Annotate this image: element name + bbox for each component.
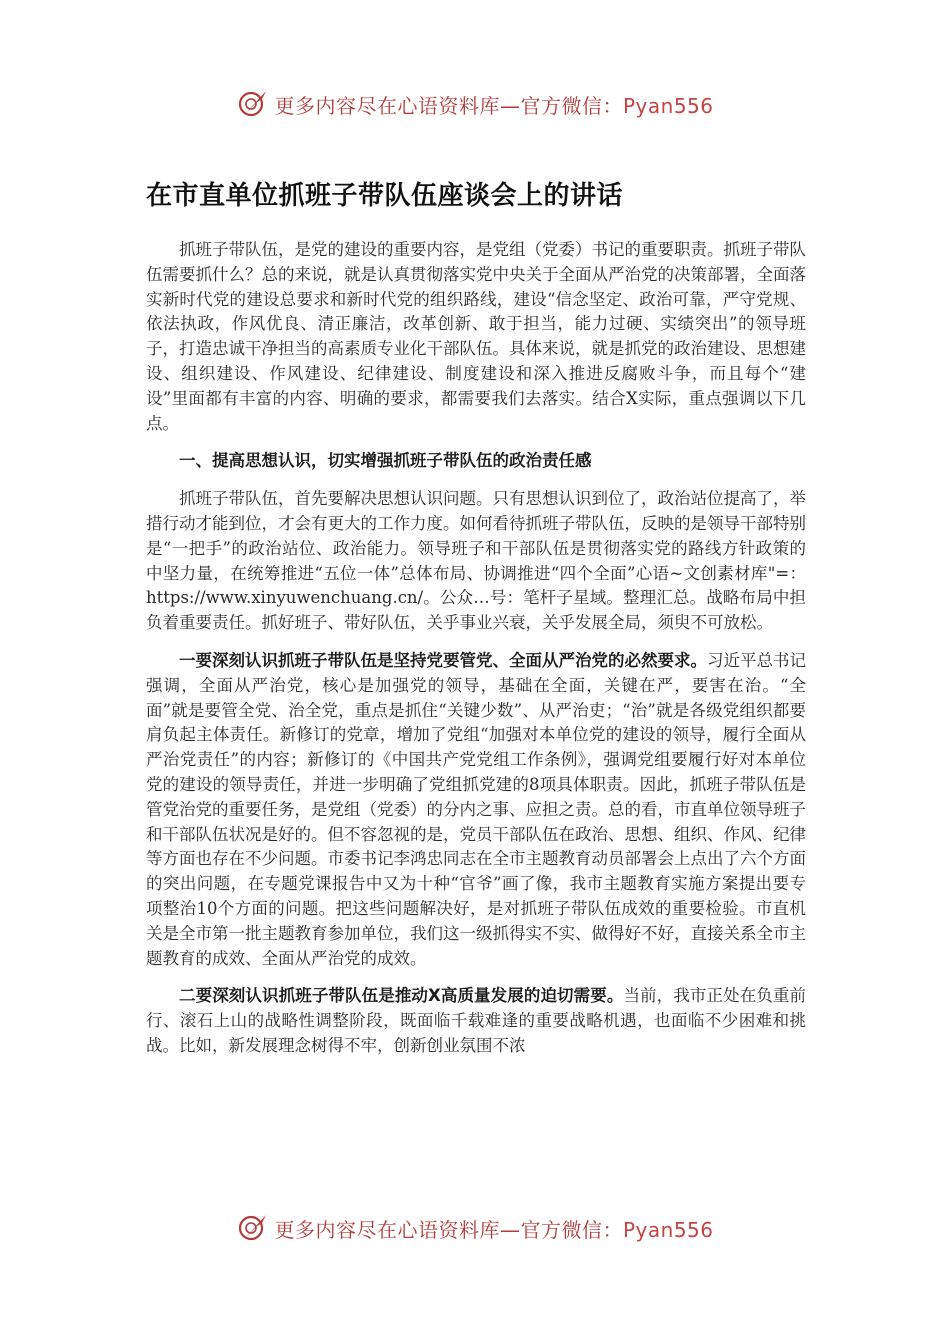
- point-1-lead: 一要深刻认识抓班子带队伍是坚持党要管党、全面从严治党的必然要求。: [179, 650, 707, 670]
- footer-banner: [0, 1208, 950, 1248]
- header-banner: [0, 84, 950, 124]
- quill-logo-icon: [236, 87, 270, 121]
- document-body: [146, 176, 806, 1072]
- document-title: 在市直单位抓班子带队伍座谈会上的讲话: [146, 181, 624, 211]
- point-1-body: 习近平总书记强调，全面从严治党，核心是加强党的领导，基础在全面，关键在严，要害在治。“全面”就是要管全党、治全党，重点是抓住“关键少数”、从严治吏；“治”就是各级党组织都要肩负起主体责任。新修订的党章，增加了党组“加强对本单位党的建设的领导，履行全面从严治党责任”的内容；新修订的《中国共产党党组工作条例》，强调党组要履行好对本单位党的建设的领导责任，并进一步明确了党组抓党建的8项具体职责。因此，抓班子带队伍是管党治党的重要任务，是党组（党委）的分内之事、应担之责。总的看，市直单位领导班子和干部队伍状况是好的。但不容忽视的是，党员干部队伍在政治、思想、组织、作风、纪律等方面也存在不少问题。市委书记李鸿忠同志在全市主题教育动员部署会上点出了六个方面的突出问题，在专题党课报告中又为十种“官爷”画了像，我市主题教育实施方案提出要专项整治10个方面的问题。把这些问题解决好，是对抓班子带队伍成效的重要检验。市直机关是全市第一批主题教育参加单位，我们这一级抓得实不实、做得好不好，直接关系全市主题教育的成效、全面从严治党的成效。: [146, 650, 806, 968]
- paragraph-intro: 抓班子带队伍，是党的建设的重要内容，是党组（党委）书记的重要职责。抓班子带队伍需要抓什么？总的来说，就是认真贯彻落实党中央关于全面从严治党的决策部署，全面落实新时代党的建设总要求和新时代党的组织路线，建设“信念坚定、政治可靠，严守党规、依法执政，作风优良、清正廉洁，改革创新、敢于担当，能力过硬、实绩突出”的领导班子，打造忠诚干净担当的高素质专业化干部队伍。具体来说，就是抓党的政治建设、思想建设、组织建设、作风建设、纪律建设、制度建设和深入推进反腐败斗争，而且每个“建设”里面都有丰富的内容、明确的要求，都需要我们去落实。结合X实际，重点强调以下几点。: [146, 240, 806, 433]
- point-2-lead: 二要深刻认识抓班子带队伍是推动X高质量发展的迫切需要。: [179, 986, 624, 1006]
- paragraph-point-2: [146, 984, 806, 1058]
- point-2-body: 当前，我市正处在负重前行、滚石上山的战略性调整阶段，既面临千载难逢的重要战略机遇，也面临不少困难和挑战。比如，新发展理念树得不牢，创新创业氛围不浓: [146, 986, 807, 1055]
- banner-text: 更多内容尽在心语资料库—官方微信：Pyan556: [274, 93, 714, 118]
- wechat-id: Pyan556: [622, 93, 714, 118]
- wechat-id: Pyan556: [622, 1217, 714, 1242]
- banner-text: 更多内容尽在心语资料库—官方微信：Pyan556: [274, 1217, 714, 1242]
- paragraph-point-1: [146, 649, 806, 971]
- quill-logo-icon: [236, 1211, 270, 1245]
- paragraph-thinking: 抓班子带队伍，首先要解决思想认识问题。只有思想认识到位了，政治站位提高了，举措行动才能到位，才会有更大的工作力度。如何看待抓班子带队伍，反映的是领导干部特别是“一把手”的政治站位、政治能力。领导班子和干部队伍是贯彻落实党的路线方针政策的中坚力量，在统筹推进“五位一体”总体布局、协调推进“四个全面”心语~文创素材库"=：https://www.xinyuwenchuang.cn/。公众…号：笔杆子星域。整理汇总。战略布局中担负着重要责任。抓好班子、带好队伍，关乎事业兴衰，关乎发展全局，须臾不可放松。: [146, 489, 806, 633]
- section-heading-1: 一、提高思想认识，切实增强抓班子带队伍的政治责任感: [179, 451, 592, 471]
